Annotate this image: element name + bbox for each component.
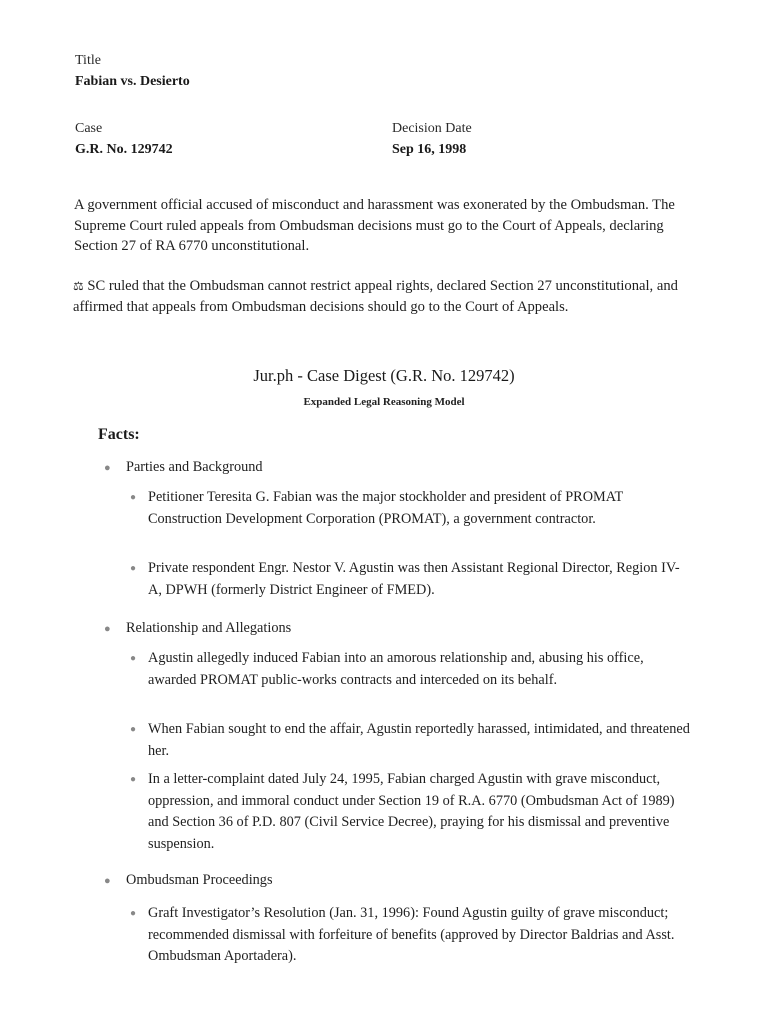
case-title: Fabian vs. Desierto <box>75 74 190 89</box>
scales-icon: ⚖ <box>73 279 84 293</box>
list-item: Agustin allegedly induced Fabian into an amorous relationship and, abusing his office, awarded PROMAT public-works contracts and interceded on its behalf. <box>148 650 644 688</box>
list-item: When Fabian sought to end the affair, Agustin reportedly harassed, intimidated, and threatened her. <box>148 721 690 759</box>
bullet-icon: ● <box>130 724 137 735</box>
bullet-icon: ● <box>130 492 137 503</box>
decision-date-label: Decision Date <box>392 121 472 136</box>
section-title: Relationship and Allegations <box>126 620 292 636</box>
digest-subtitle: Expanded Legal Reasoning Model <box>303 396 465 408</box>
bullet-icon: ● <box>104 875 111 887</box>
bullet-icon: ● <box>130 563 137 574</box>
case-number: G.R. No. 129742 <box>75 142 173 157</box>
ruling-summary <box>73 276 688 317</box>
bullet-icon: ● <box>130 653 137 664</box>
digest-title: Jur.ph - Case Digest (G.R. No. 129742) <box>253 366 515 385</box>
bullet-icon: ● <box>104 462 111 474</box>
case-label: Case <box>75 121 103 136</box>
list-item: In a letter-complaint dated July 24, 1995, Fabian charged Agustin with grave misconduct, oppression, and immoral conduct under Section 19 of R.A. 6770 (Ombudsman Act of 1989) and Section 36 of P.D. 807 (Civil Service Decree), praying for his dismissal and preventive suspension. <box>148 771 675 852</box>
bullet-icon: ● <box>130 908 137 919</box>
title-label: Title <box>75 53 101 68</box>
list-item: Petitioner Teresita G. Fabian was the major stockholder and president of PROMAT Construction Development Corporation (PROMAT), a government contractor. <box>148 489 623 527</box>
bullet-icon: ● <box>130 774 137 785</box>
decision-date: Sep 16, 1998 <box>392 142 467 157</box>
section-title: Ombudsman Proceedings <box>126 872 273 888</box>
list-item: Private respondent Engr. Nestor V. Agustin was then Assistant Regional Director, Region IV-A, DPWH (formerly District Engineer of FMED). <box>148 560 680 598</box>
list-item: Graft Investigator’s Resolution (Jan. 31, 1996): Found Agustin guilty of grave misconduct; recommended dismissal with forfeiture of benefits (approved by Director Baldrias and Asst. Ombudsman Aportadera). <box>148 905 675 964</box>
facts-heading: Facts: <box>98 426 140 443</box>
section-title: Parties and Background <box>126 459 263 475</box>
case-summary: A government official accused of misconduct and harassment was exonerated by the Ombudsman. The Supreme Court ruled appeals from Ombudsman decisions must go to the Court of Appeals, declaring Section 27 of RA 6770 unconstitutional. <box>74 197 675 254</box>
bullet-icon: ● <box>104 623 111 635</box>
ruling-text: SC ruled that the Ombudsman cannot restrict appeal rights, declared Section 27 unconstitutional, and affirmed that appeals from Ombudsman decisions should go to the Court of Appeals. <box>73 278 678 315</box>
